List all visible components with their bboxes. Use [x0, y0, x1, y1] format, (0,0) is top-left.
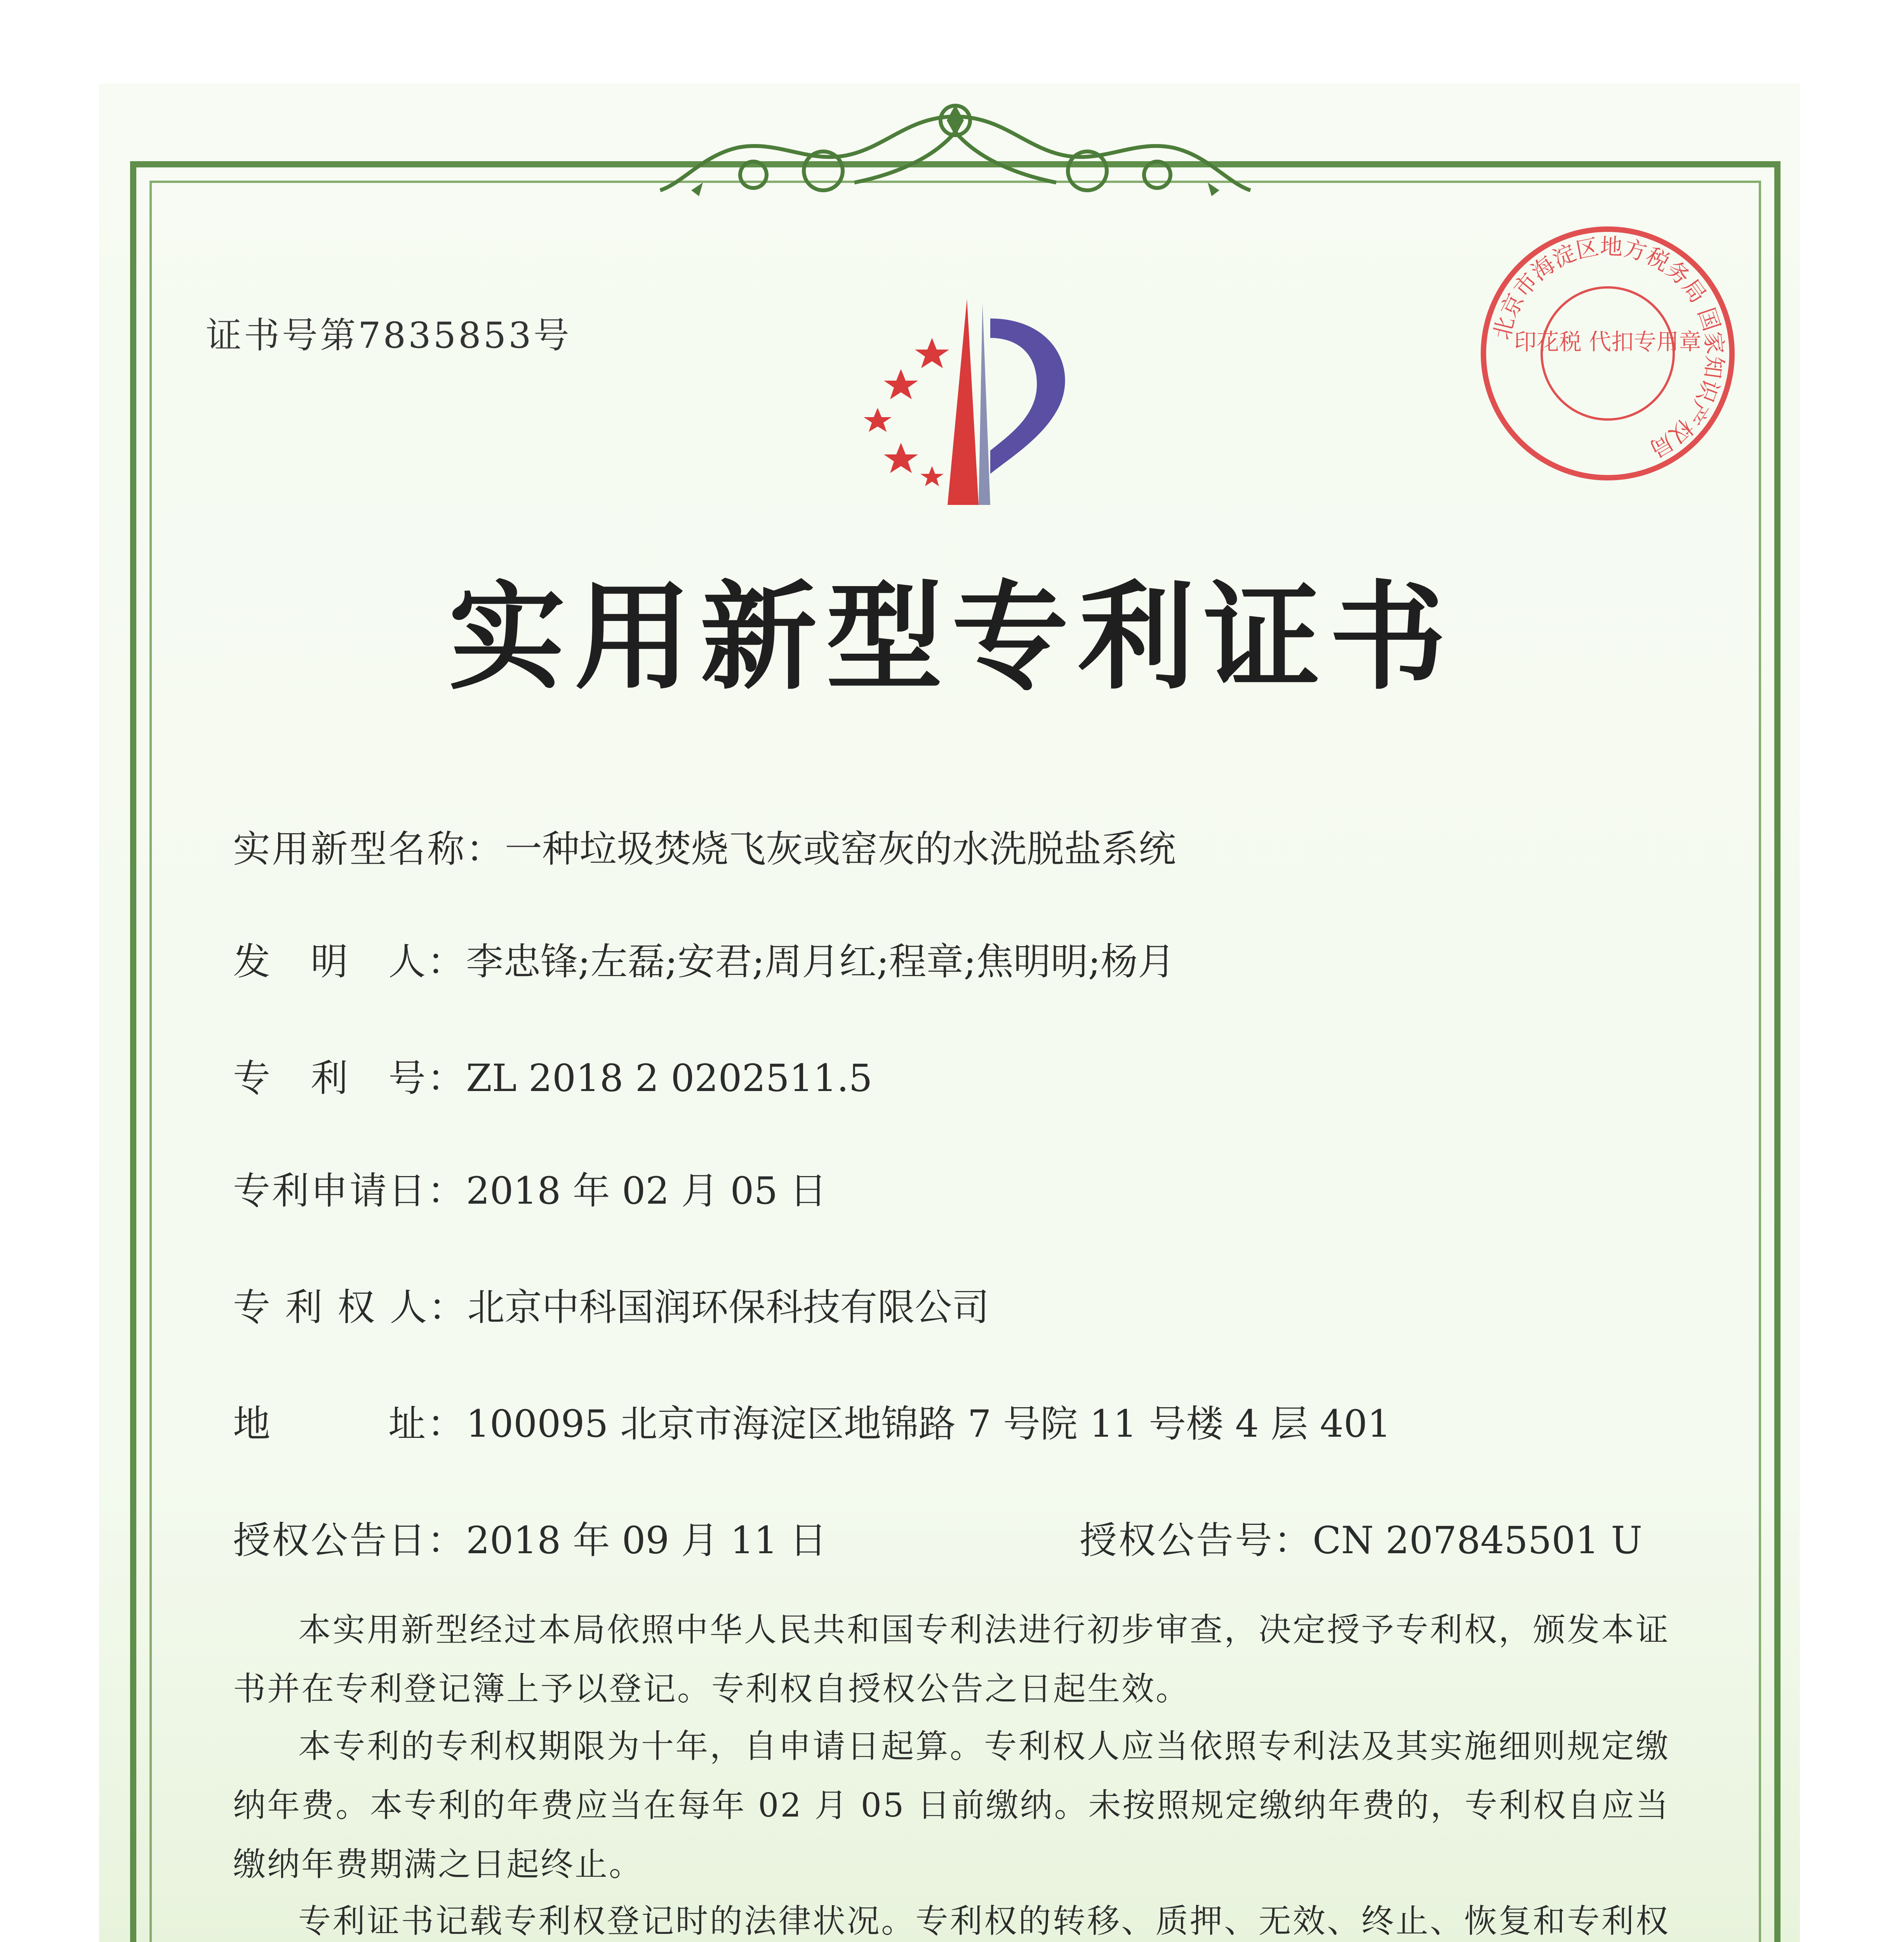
field-patent-number — [233, 1049, 873, 1102]
field-utility-name — [233, 820, 1176, 873]
field-value: 一种垃圾焚烧飞灰或窑灰的水洗脱盐系统 — [505, 827, 1176, 871]
certificate-number: 证书号第7835853号 — [206, 315, 572, 356]
tax-stamp-ring-text: 北京市海淀区地方税务局 国家知识产权局 — [1488, 233, 1728, 463]
field-value: 100095 北京市海淀区地锦路 7 号院 11 号楼 4 层 401 — [466, 1402, 1391, 1446]
field-label: 专 利 权 人： — [233, 1286, 468, 1329]
field-value: ZL 2018 2 0202511.5 — [466, 1056, 873, 1100]
tax-stamp — [1472, 218, 1744, 489]
paragraph-legal-status: 专利证书记载专利权登记时的法律状况。专利权的转移、质押、无效、终止、恢复和专利权 — [298, 1902, 1670, 1940]
field-label: 专利申请日： — [233, 1169, 466, 1213]
field-label: 专 利 号： — [233, 1056, 466, 1100]
field-value: 李忠锋;左磊;安君;周月红;程章;焦明明;杨月 — [466, 940, 1175, 983]
paragraph-grant: 本实用新型经过本局依照中华人民共和国专利法进行初步审查，决定授予专利权，颁发本证书并在专利登记簿上予以登记。专利权自授权公告之日起生效。 — [233, 1611, 1670, 1708]
field-label: 发 明 人： — [233, 940, 466, 983]
field-address — [233, 1394, 1391, 1448]
field-inventors — [233, 932, 1175, 985]
field-value: 2018 年 09 月 11 日 — [466, 1519, 827, 1562]
field-label: 地 址： — [233, 1402, 466, 1446]
field-grant-date — [233, 1511, 827, 1564]
field-label: 授权公告号： — [1080, 1519, 1313, 1562]
field-grant-number — [1080, 1511, 1642, 1564]
field-label: 实用新型名称： — [233, 827, 505, 871]
field-patentee — [233, 1278, 989, 1331]
certificate-title: 实用新型专利证书 — [449, 568, 1455, 705]
paragraph-term: 本专利的专利权期限为十年，自申请日起算。专利权人应当依照专利法及其实施细则规定缴纳年费。本专利的年费应当在每年 02 月 05 日前缴纳。未按照规定缴纳年费的，专利权自应当缴纳年费期满之日起终止。 — [233, 1727, 1670, 1883]
field-filing-date — [233, 1161, 827, 1215]
field-value: 2018 年 02 月 05 日 — [466, 1169, 827, 1213]
field-label: 授权公告日： — [233, 1519, 466, 1562]
top-ornament — [637, 93, 1274, 218]
patent-office-emblem — [808, 295, 1103, 536]
field-value: 北京中科国润环保科技有限公司 — [467, 1286, 989, 1329]
tax-stamp-center-text: 印花税 代扣专用章 — [1514, 329, 1702, 355]
field-value: CN 207845501 U — [1313, 1519, 1643, 1562]
